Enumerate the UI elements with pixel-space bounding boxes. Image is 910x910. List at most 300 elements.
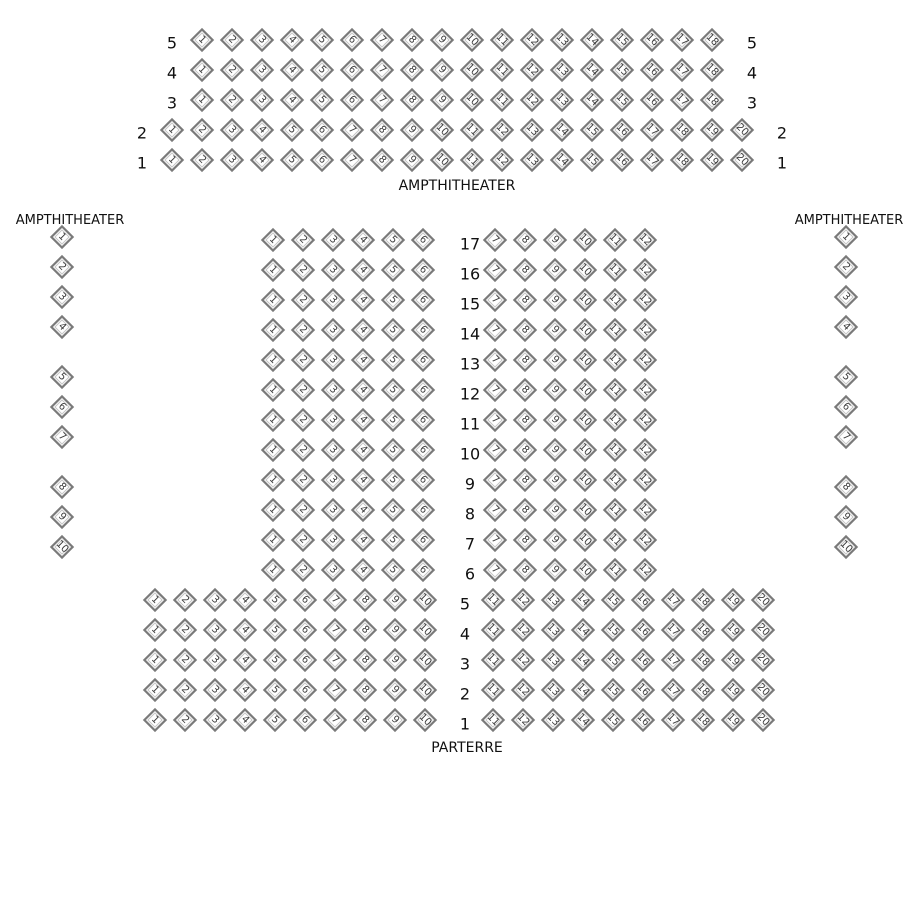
parterre-row-1-seat-10[interactable]	[414, 709, 435, 730]
parterre-row-15-seat-10[interactable]	[574, 289, 595, 310]
amphitheater-left-seat-7[interactable]	[51, 426, 72, 447]
parterre-row-8-seat-7[interactable]	[484, 499, 505, 520]
parterre-row-13-seat-9[interactable]	[544, 349, 565, 370]
parterre-row-13-seat-4[interactable]	[352, 349, 373, 370]
parterre-row-10-seat-11[interactable]	[604, 439, 625, 460]
parterre-row-5-seat-15[interactable]	[602, 589, 623, 610]
amphitheater-row-1-seat-12[interactable]	[491, 149, 512, 170]
parterre-row-1-seat-2[interactable]	[174, 709, 195, 730]
amphitheater-row-3-seat-5[interactable]	[311, 89, 332, 110]
parterre-row-4-seat-3[interactable]	[204, 619, 225, 640]
parterre-row-2-seat-14[interactable]	[572, 679, 593, 700]
parterre-row-7-seat-7[interactable]	[484, 529, 505, 550]
parterre-row-1-seat-13[interactable]	[542, 709, 563, 730]
amphitheater-row-3-seat-7[interactable]	[371, 89, 392, 110]
parterre-row-17-seat-3[interactable]	[322, 229, 343, 250]
parterre-row-3-seat-19[interactable]	[722, 649, 743, 670]
parterre-row-8-seat-5[interactable]	[382, 499, 403, 520]
parterre-row-10-seat-12[interactable]	[634, 439, 655, 460]
parterre-row-12-seat-9[interactable]	[544, 379, 565, 400]
parterre-row-12-seat-2[interactable]	[292, 379, 313, 400]
parterre-row-17-seat-11[interactable]	[604, 229, 625, 250]
amphitheater-row-1-seat-7[interactable]	[341, 149, 362, 170]
parterre-row-10-seat-6[interactable]	[412, 439, 433, 460]
amphitheater-row-5-seat-10[interactable]	[461, 29, 482, 50]
parterre-row-1-seat-5[interactable]	[264, 709, 285, 730]
amphitheater-row-5-seat-13[interactable]	[551, 29, 572, 50]
parterre-row-16-seat-7[interactable]	[484, 259, 505, 280]
amphitheater-row-2-seat-2[interactable]	[191, 119, 212, 140]
amphitheater-row-3-seat-3[interactable]	[251, 89, 272, 110]
parterre-row-4-seat-13[interactable]	[542, 619, 563, 640]
amphitheater-row-1-seat-20[interactable]	[731, 149, 752, 170]
parterre-row-4-seat-1[interactable]	[144, 619, 165, 640]
parterre-row-1-seat-9[interactable]	[384, 709, 405, 730]
parterre-row-10-seat-2[interactable]	[292, 439, 313, 460]
parterre-row-1-seat-17[interactable]	[662, 709, 683, 730]
parterre-row-16-seat-2[interactable]	[292, 259, 313, 280]
parterre-row-5-seat-9[interactable]	[384, 589, 405, 610]
parterre-row-6-seat-12[interactable]	[634, 559, 655, 580]
parterre-row-12-seat-5[interactable]	[382, 379, 403, 400]
parterre-row-6-seat-2[interactable]	[292, 559, 313, 580]
parterre-row-9-seat-5[interactable]	[382, 469, 403, 490]
amphitheater-row-1-seat-17[interactable]	[641, 149, 662, 170]
amphitheater-row-4-seat-4[interactable]	[281, 59, 302, 80]
parterre-row-1-seat-14[interactable]	[572, 709, 593, 730]
parterre-row-13-seat-8[interactable]	[514, 349, 535, 370]
parterre-row-5-seat-14[interactable]	[572, 589, 593, 610]
parterre-row-1-seat-11[interactable]	[482, 709, 503, 730]
parterre-row-6-seat-4[interactable]	[352, 559, 373, 580]
parterre-row-7-seat-10[interactable]	[574, 529, 595, 550]
amphitheater-row-1-seat-5[interactable]	[281, 149, 302, 170]
amphitheater-row-3-seat-12[interactable]	[521, 89, 542, 110]
parterre-row-14-seat-12[interactable]	[634, 319, 655, 340]
amphitheater-right-seat-4[interactable]	[835, 316, 856, 337]
parterre-row-17-seat-9[interactable]	[544, 229, 565, 250]
parterre-row-1-seat-6[interactable]	[294, 709, 315, 730]
amphitheater-row-4-seat-11[interactable]	[491, 59, 512, 80]
amphitheater-left-seat-3[interactable]	[51, 286, 72, 307]
parterre-row-10-seat-9[interactable]	[544, 439, 565, 460]
amphitheater-row-4-seat-9[interactable]	[431, 59, 452, 80]
parterre-row-1-seat-8[interactable]	[354, 709, 375, 730]
parterre-row-4-seat-5[interactable]	[264, 619, 285, 640]
amphitheater-row-3-seat-18[interactable]	[701, 89, 722, 110]
parterre-row-17-seat-2[interactable]	[292, 229, 313, 250]
parterre-row-2-seat-18[interactable]	[692, 679, 713, 700]
parterre-row-16-seat-1[interactable]	[262, 259, 283, 280]
parterre-row-3-seat-1[interactable]	[144, 649, 165, 670]
parterre-row-15-seat-2[interactable]	[292, 289, 313, 310]
parterre-row-5-seat-18[interactable]	[692, 589, 713, 610]
amphitheater-row-4-seat-3[interactable]	[251, 59, 272, 80]
parterre-row-11-seat-5[interactable]	[382, 409, 403, 430]
parterre-row-4-seat-20[interactable]	[752, 619, 773, 640]
amphitheater-row-3-seat-1[interactable]	[191, 89, 212, 110]
parterre-row-4-seat-17[interactable]	[662, 619, 683, 640]
parterre-row-13-seat-11[interactable]	[604, 349, 625, 370]
amphitheater-row-4-seat-6[interactable]	[341, 59, 362, 80]
parterre-row-4-seat-9[interactable]	[384, 619, 405, 640]
amphitheater-row-2-seat-6[interactable]	[311, 119, 332, 140]
parterre-row-11-seat-1[interactable]	[262, 409, 283, 430]
parterre-row-16-seat-10[interactable]	[574, 259, 595, 280]
parterre-row-2-seat-8[interactable]	[354, 679, 375, 700]
parterre-row-14-seat-8[interactable]	[514, 319, 535, 340]
amphitheater-right-seat-9[interactable]	[835, 506, 856, 527]
amphitheater-row-1-seat-15[interactable]	[581, 149, 602, 170]
amphitheater-row-1-seat-19[interactable]	[701, 149, 722, 170]
parterre-row-4-seat-6[interactable]	[294, 619, 315, 640]
amphitheater-row-3-seat-8[interactable]	[401, 89, 422, 110]
amphitheater-row-3-seat-13[interactable]	[551, 89, 572, 110]
parterre-row-16-seat-5[interactable]	[382, 259, 403, 280]
parterre-row-3-seat-14[interactable]	[572, 649, 593, 670]
amphitheater-row-3-seat-14[interactable]	[581, 89, 602, 110]
amphitheater-row-2-seat-9[interactable]	[401, 119, 422, 140]
parterre-row-15-seat-8[interactable]	[514, 289, 535, 310]
parterre-row-3-seat-17[interactable]	[662, 649, 683, 670]
amphitheater-row-3-seat-6[interactable]	[341, 89, 362, 110]
amphitheater-right-seat-6[interactable]	[835, 396, 856, 417]
amphitheater-row-5-seat-1[interactable]	[191, 29, 212, 50]
amphitheater-row-1-seat-4[interactable]	[251, 149, 272, 170]
parterre-row-16-seat-8[interactable]	[514, 259, 535, 280]
parterre-row-6-seat-11[interactable]	[604, 559, 625, 580]
parterre-row-12-seat-10[interactable]	[574, 379, 595, 400]
parterre-row-5-seat-4[interactable]	[234, 589, 255, 610]
amphitheater-row-2-seat-11[interactable]	[461, 119, 482, 140]
parterre-row-1-seat-12[interactable]	[512, 709, 533, 730]
parterre-row-6-seat-9[interactable]	[544, 559, 565, 580]
parterre-row-1-seat-19[interactable]	[722, 709, 743, 730]
amphitheater-right-seat-2[interactable]	[835, 256, 856, 277]
parterre-row-3-seat-13[interactable]	[542, 649, 563, 670]
amphitheater-row-5-seat-8[interactable]	[401, 29, 422, 50]
amphitheater-row-5-seat-9[interactable]	[431, 29, 452, 50]
amphitheater-row-2-seat-8[interactable]	[371, 119, 392, 140]
parterre-row-8-seat-3[interactable]	[322, 499, 343, 520]
parterre-row-9-seat-12[interactable]	[634, 469, 655, 490]
parterre-row-11-seat-7[interactable]	[484, 409, 505, 430]
amphitheater-row-5-seat-15[interactable]	[611, 29, 632, 50]
parterre-row-3-seat-9[interactable]	[384, 649, 405, 670]
parterre-row-4-seat-8[interactable]	[354, 619, 375, 640]
parterre-row-2-seat-1[interactable]	[144, 679, 165, 700]
amphitheater-row-2-seat-15[interactable]	[581, 119, 602, 140]
parterre-row-5-seat-7[interactable]	[324, 589, 345, 610]
amphitheater-row-4-seat-14[interactable]	[581, 59, 602, 80]
parterre-row-13-seat-2[interactable]	[292, 349, 313, 370]
amphitheater-row-4-seat-12[interactable]	[521, 59, 542, 80]
amphitheater-left-seat-9[interactable]	[51, 506, 72, 527]
parterre-row-4-seat-19[interactable]	[722, 619, 743, 640]
parterre-row-9-seat-10[interactable]	[574, 469, 595, 490]
parterre-row-5-seat-10[interactable]	[414, 589, 435, 610]
parterre-row-5-seat-20[interactable]	[752, 589, 773, 610]
parterre-row-16-seat-11[interactable]	[604, 259, 625, 280]
parterre-row-16-seat-9[interactable]	[544, 259, 565, 280]
amphitheater-row-4-seat-10[interactable]	[461, 59, 482, 80]
parterre-row-5-seat-6[interactable]	[294, 589, 315, 610]
parterre-row-9-seat-4[interactable]	[352, 469, 373, 490]
amphitheater-row-1-seat-9[interactable]	[401, 149, 422, 170]
parterre-row-16-seat-4[interactable]	[352, 259, 373, 280]
parterre-row-3-seat-10[interactable]	[414, 649, 435, 670]
amphitheater-row-5-seat-3[interactable]	[251, 29, 272, 50]
amphitheater-row-5-seat-11[interactable]	[491, 29, 512, 50]
parterre-row-17-seat-4[interactable]	[352, 229, 373, 250]
parterre-row-2-seat-9[interactable]	[384, 679, 405, 700]
amphitheater-row-4-seat-16[interactable]	[641, 59, 662, 80]
parterre-row-14-seat-9[interactable]	[544, 319, 565, 340]
amphitheater-row-1-seat-2[interactable]	[191, 149, 212, 170]
amphitheater-row-2-seat-18[interactable]	[671, 119, 692, 140]
parterre-row-3-seat-5[interactable]	[264, 649, 285, 670]
parterre-row-8-seat-2[interactable]	[292, 499, 313, 520]
parterre-row-7-seat-9[interactable]	[544, 529, 565, 550]
parterre-row-9-seat-2[interactable]	[292, 469, 313, 490]
amphitheater-row-2-seat-3[interactable]	[221, 119, 242, 140]
parterre-row-8-seat-11[interactable]	[604, 499, 625, 520]
parterre-row-9-seat-8[interactable]	[514, 469, 535, 490]
parterre-row-15-seat-9[interactable]	[544, 289, 565, 310]
amphitheater-right-seat-8[interactable]	[835, 476, 856, 497]
parterre-row-5-seat-1[interactable]	[144, 589, 165, 610]
parterre-row-16-seat-6[interactable]	[412, 259, 433, 280]
parterre-row-1-seat-3[interactable]	[204, 709, 225, 730]
parterre-row-2-seat-12[interactable]	[512, 679, 533, 700]
parterre-row-3-seat-20[interactable]	[752, 649, 773, 670]
amphitheater-row-2-seat-4[interactable]	[251, 119, 272, 140]
parterre-row-5-seat-5[interactable]	[264, 589, 285, 610]
amphitheater-row-1-seat-16[interactable]	[611, 149, 632, 170]
parterre-row-1-seat-16[interactable]	[632, 709, 653, 730]
parterre-row-10-seat-8[interactable]	[514, 439, 535, 460]
parterre-row-3-seat-3[interactable]	[204, 649, 225, 670]
parterre-row-8-seat-9[interactable]	[544, 499, 565, 520]
parterre-row-2-seat-6[interactable]	[294, 679, 315, 700]
amphitheater-row-3-seat-11[interactable]	[491, 89, 512, 110]
parterre-row-2-seat-16[interactable]	[632, 679, 653, 700]
parterre-row-6-seat-3[interactable]	[322, 559, 343, 580]
parterre-row-2-seat-4[interactable]	[234, 679, 255, 700]
parterre-row-7-seat-8[interactable]	[514, 529, 535, 550]
parterre-row-3-seat-16[interactable]	[632, 649, 653, 670]
parterre-row-7-seat-6[interactable]	[412, 529, 433, 550]
amphitheater-left-seat-8[interactable]	[51, 476, 72, 497]
parterre-row-17-seat-1[interactable]	[262, 229, 283, 250]
parterre-row-5-seat-8[interactable]	[354, 589, 375, 610]
parterre-row-13-seat-1[interactable]	[262, 349, 283, 370]
amphitheater-row-1-seat-14[interactable]	[551, 149, 572, 170]
parterre-row-9-seat-7[interactable]	[484, 469, 505, 490]
parterre-row-2-seat-20[interactable]	[752, 679, 773, 700]
parterre-row-7-seat-2[interactable]	[292, 529, 313, 550]
parterre-row-12-seat-6[interactable]	[412, 379, 433, 400]
parterre-row-11-seat-10[interactable]	[574, 409, 595, 430]
amphitheater-left-seat-5[interactable]	[51, 366, 72, 387]
parterre-row-1-seat-15[interactable]	[602, 709, 623, 730]
parterre-row-11-seat-2[interactable]	[292, 409, 313, 430]
amphitheater-row-4-seat-18[interactable]	[701, 59, 722, 80]
parterre-row-8-seat-6[interactable]	[412, 499, 433, 520]
parterre-row-15-seat-1[interactable]	[262, 289, 283, 310]
parterre-row-1-seat-1[interactable]	[144, 709, 165, 730]
amphitheater-row-5-seat-2[interactable]	[221, 29, 242, 50]
parterre-row-17-seat-6[interactable]	[412, 229, 433, 250]
parterre-row-17-seat-7[interactable]	[484, 229, 505, 250]
parterre-row-17-seat-8[interactable]	[514, 229, 535, 250]
parterre-row-14-seat-1[interactable]	[262, 319, 283, 340]
amphitheater-row-2-seat-19[interactable]	[701, 119, 722, 140]
parterre-row-2-seat-10[interactable]	[414, 679, 435, 700]
parterre-row-2-seat-17[interactable]	[662, 679, 683, 700]
parterre-row-4-seat-2[interactable]	[174, 619, 195, 640]
parterre-row-10-seat-3[interactable]	[322, 439, 343, 460]
amphitheater-row-2-seat-14[interactable]	[551, 119, 572, 140]
parterre-row-2-seat-5[interactable]	[264, 679, 285, 700]
parterre-row-6-seat-6[interactable]	[412, 559, 433, 580]
parterre-row-13-seat-5[interactable]	[382, 349, 403, 370]
parterre-row-12-seat-3[interactable]	[322, 379, 343, 400]
amphitheater-row-1-seat-18[interactable]	[671, 149, 692, 170]
parterre-row-15-seat-7[interactable]	[484, 289, 505, 310]
parterre-row-5-seat-2[interactable]	[174, 589, 195, 610]
parterre-row-12-seat-4[interactable]	[352, 379, 373, 400]
amphitheater-row-1-seat-1[interactable]	[161, 149, 182, 170]
amphitheater-row-1-seat-10[interactable]	[431, 149, 452, 170]
parterre-row-2-seat-3[interactable]	[204, 679, 225, 700]
parterre-row-14-seat-10[interactable]	[574, 319, 595, 340]
parterre-row-15-seat-3[interactable]	[322, 289, 343, 310]
amphitheater-row-4-seat-5[interactable]	[311, 59, 332, 80]
amphitheater-row-2-seat-7[interactable]	[341, 119, 362, 140]
amphitheater-right-seat-3[interactable]	[835, 286, 856, 307]
parterre-row-17-seat-12[interactable]	[634, 229, 655, 250]
parterre-row-8-seat-12[interactable]	[634, 499, 655, 520]
amphitheater-row-4-seat-17[interactable]	[671, 59, 692, 80]
amphitheater-row-4-seat-8[interactable]	[401, 59, 422, 80]
parterre-row-10-seat-4[interactable]	[352, 439, 373, 460]
amphitheater-left-seat-4[interactable]	[51, 316, 72, 337]
amphitheater-row-3-seat-10[interactable]	[461, 89, 482, 110]
parterre-row-8-seat-1[interactable]	[262, 499, 283, 520]
parterre-row-12-seat-8[interactable]	[514, 379, 535, 400]
parterre-row-9-seat-11[interactable]	[604, 469, 625, 490]
parterre-row-3-seat-4[interactable]	[234, 649, 255, 670]
parterre-row-3-seat-7[interactable]	[324, 649, 345, 670]
parterre-row-16-seat-12[interactable]	[634, 259, 655, 280]
parterre-row-3-seat-2[interactable]	[174, 649, 195, 670]
parterre-row-13-seat-10[interactable]	[574, 349, 595, 370]
amphitheater-left-seat-1[interactable]	[51, 226, 72, 247]
parterre-row-15-seat-11[interactable]	[604, 289, 625, 310]
parterre-row-3-seat-15[interactable]	[602, 649, 623, 670]
amphitheater-row-1-seat-11[interactable]	[461, 149, 482, 170]
parterre-row-11-seat-3[interactable]	[322, 409, 343, 430]
amphitheater-row-2-seat-10[interactable]	[431, 119, 452, 140]
parterre-row-3-seat-6[interactable]	[294, 649, 315, 670]
parterre-row-7-seat-5[interactable]	[382, 529, 403, 550]
amphitheater-row-3-seat-4[interactable]	[281, 89, 302, 110]
amphitheater-row-3-seat-16[interactable]	[641, 89, 662, 110]
parterre-row-15-seat-12[interactable]	[634, 289, 655, 310]
amphitheater-right-seat-10[interactable]	[835, 536, 856, 557]
amphitheater-row-2-seat-16[interactable]	[611, 119, 632, 140]
amphitheater-left-seat-6[interactable]	[51, 396, 72, 417]
amphitheater-row-5-seat-14[interactable]	[581, 29, 602, 50]
parterre-row-6-seat-8[interactable]	[514, 559, 535, 580]
parterre-row-5-seat-17[interactable]	[662, 589, 683, 610]
amphitheater-row-4-seat-13[interactable]	[551, 59, 572, 80]
parterre-row-14-seat-4[interactable]	[352, 319, 373, 340]
amphitheater-left-seat-2[interactable]	[51, 256, 72, 277]
parterre-row-15-seat-5[interactable]	[382, 289, 403, 310]
amphitheater-right-seat-7[interactable]	[835, 426, 856, 447]
amphitheater-row-5-seat-7[interactable]	[371, 29, 392, 50]
parterre-row-6-seat-10[interactable]	[574, 559, 595, 580]
parterre-row-6-seat-1[interactable]	[262, 559, 283, 580]
parterre-row-16-seat-3[interactable]	[322, 259, 343, 280]
parterre-row-14-seat-5[interactable]	[382, 319, 403, 340]
parterre-row-9-seat-3[interactable]	[322, 469, 343, 490]
parterre-row-8-seat-8[interactable]	[514, 499, 535, 520]
amphitheater-row-2-seat-12[interactable]	[491, 119, 512, 140]
parterre-row-11-seat-8[interactable]	[514, 409, 535, 430]
parterre-row-3-seat-11[interactable]	[482, 649, 503, 670]
parterre-row-1-seat-20[interactable]	[752, 709, 773, 730]
parterre-row-13-seat-6[interactable]	[412, 349, 433, 370]
amphitheater-row-5-seat-18[interactable]	[701, 29, 722, 50]
parterre-row-2-seat-15[interactable]	[602, 679, 623, 700]
amphitheater-row-4-seat-15[interactable]	[611, 59, 632, 80]
parterre-row-2-seat-11[interactable]	[482, 679, 503, 700]
parterre-row-4-seat-11[interactable]	[482, 619, 503, 640]
amphitheater-row-2-seat-17[interactable]	[641, 119, 662, 140]
parterre-row-4-seat-4[interactable]	[234, 619, 255, 640]
parterre-row-14-seat-2[interactable]	[292, 319, 313, 340]
amphitheater-row-5-seat-16[interactable]	[641, 29, 662, 50]
parterre-row-3-seat-18[interactable]	[692, 649, 713, 670]
parterre-row-1-seat-7[interactable]	[324, 709, 345, 730]
parterre-row-5-seat-13[interactable]	[542, 589, 563, 610]
parterre-row-1-seat-18[interactable]	[692, 709, 713, 730]
amphitheater-row-3-seat-2[interactable]	[221, 89, 242, 110]
amphitheater-left-seat-10[interactable]	[51, 536, 72, 557]
parterre-row-7-seat-1[interactable]	[262, 529, 283, 550]
parterre-row-17-seat-10[interactable]	[574, 229, 595, 250]
parterre-row-5-seat-19[interactable]	[722, 589, 743, 610]
parterre-row-11-seat-6[interactable]	[412, 409, 433, 430]
parterre-row-3-seat-12[interactable]	[512, 649, 533, 670]
parterre-row-7-seat-4[interactable]	[352, 529, 373, 550]
amphitheater-row-3-seat-17[interactable]	[671, 89, 692, 110]
amphitheater-row-5-seat-5[interactable]	[311, 29, 332, 50]
parterre-row-9-seat-1[interactable]	[262, 469, 283, 490]
parterre-row-12-seat-11[interactable]	[604, 379, 625, 400]
parterre-row-7-seat-11[interactable]	[604, 529, 625, 550]
parterre-row-2-seat-7[interactable]	[324, 679, 345, 700]
parterre-row-7-seat-3[interactable]	[322, 529, 343, 550]
amphitheater-row-5-seat-6[interactable]	[341, 29, 362, 50]
parterre-row-4-seat-16[interactable]	[632, 619, 653, 640]
parterre-row-8-seat-10[interactable]	[574, 499, 595, 520]
parterre-row-17-seat-5[interactable]	[382, 229, 403, 250]
parterre-row-9-seat-9[interactable]	[544, 469, 565, 490]
